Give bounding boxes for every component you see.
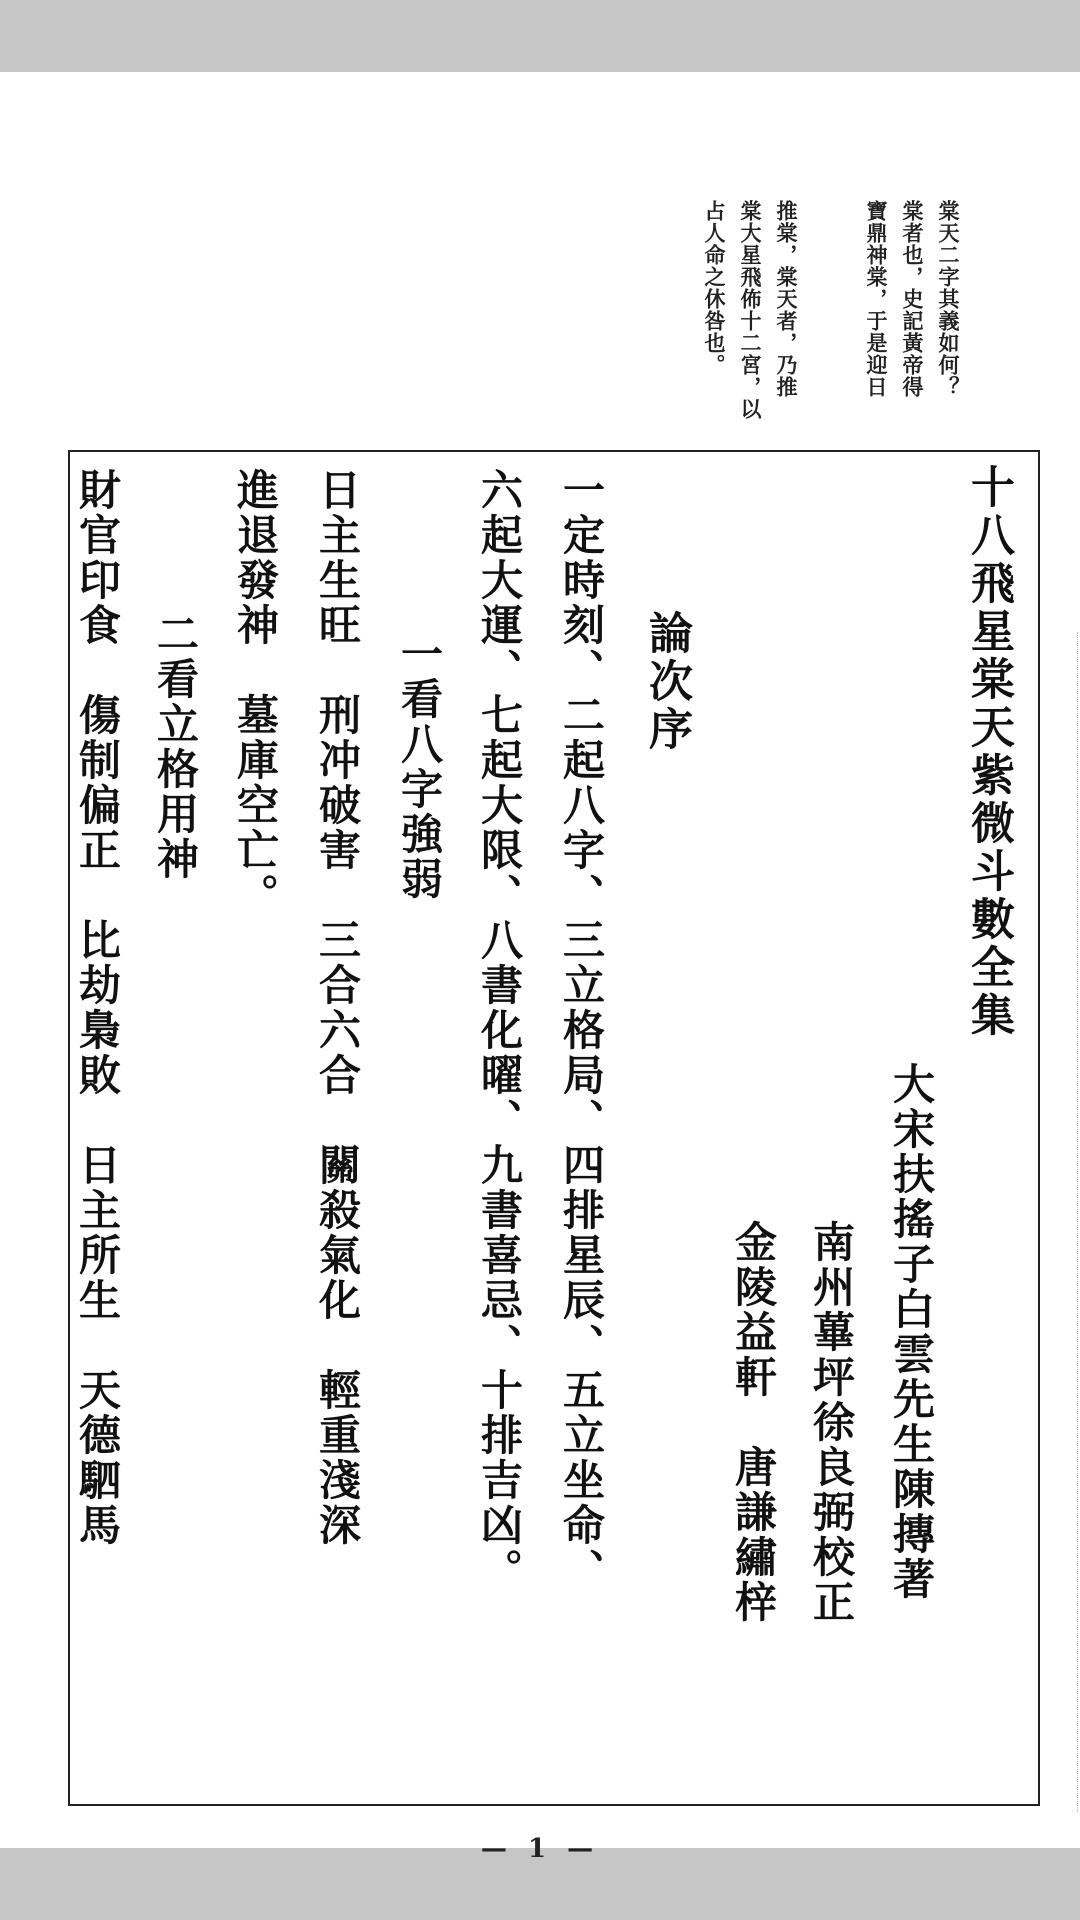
annotation-line-5: 棠大星飛佈十二宮，以 <box>738 200 763 420</box>
annotation-line-4: 推棠，棠天者，乃推 <box>774 200 799 398</box>
annotation-line-3: 寶鼎神棠，于是迎日 <box>864 200 889 398</box>
author-line: 大宋扶搖子白雲先生陳摶著 <box>887 1062 936 1602</box>
annotation-line-2: 棠者也，史記黃帝得 <box>900 200 925 398</box>
check-1-heading: 一看八字強弱 <box>395 632 444 902</box>
annotation-line-6: 占人命之休咎也。 <box>702 200 727 376</box>
annotation-line-1: 棠天二字其義如何？ <box>936 200 961 398</box>
proofreader-line: 南州蓽坪徐良弼校正 <box>807 1220 856 1625</box>
check-1-line-1: 日主生旺 刑冲破害 三合六合 關殺氣化 輕重淺深 <box>313 468 362 1548</box>
page-number: — 1 — <box>480 1834 600 1864</box>
engraver-line: 金陵益軒 唐謙繡梓 <box>729 1220 778 1625</box>
scan-edge-marks <box>1071 632 1078 1812</box>
section-heading: 論次序 <box>641 610 692 754</box>
check-2-line-1: 財官印食 傷制偏正 比劫梟敗 日主所生 天德駟馬 <box>73 468 122 1548</box>
document-page <box>0 72 1080 1864</box>
sequence-line-1: 一定時刻、二起八字、三立格局、四排星辰、五立坐命、 <box>557 468 606 1593</box>
check-1-line-2: 進退發神 墓庫空亡。 <box>231 468 280 918</box>
check-2-heading: 二看立格用神 <box>151 612 200 882</box>
sequence-line-2: 六起大運、七起大限、八書化曜、九書喜忌、十排吉凶。 <box>475 468 524 1593</box>
book-title: 十八飛星棠天紫微斗數全集 <box>963 464 1014 1040</box>
